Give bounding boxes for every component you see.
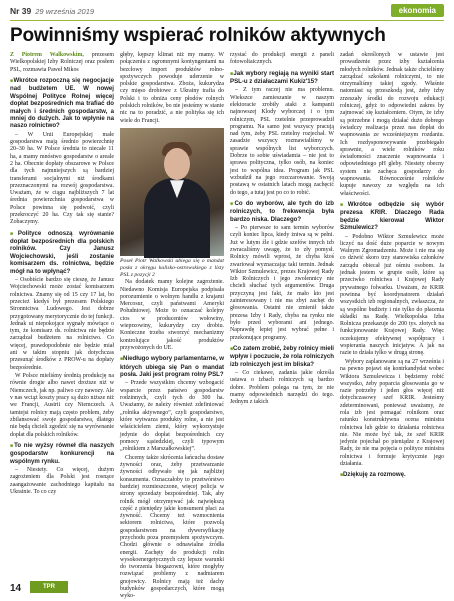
answer: Wybory zaplanowane są na 27 września i na pewno pojawi się kontrkandydat wobec Wiktora Szmulewicza i będziemy robić wszystko, żeby poparcia głosowania go w razie potrzeby i jeden głos więcej niż dotychczasowy szef KRIR. Jesteśmy zdeterminowani, ponieważ uważamy, że rola izb jest pomagać rolnikom oraz ratunku konstruktywna ocena ministra rolnictwa lub gdzie to działania rolnictwa nie. Nie może być tak, że szef KRIR jedynie pojechał po pieniądze z Krajowej Rady, że nie ma pojęcia o polityce ministra rolnictwa i formuje krytycznie jego działania. <box>340 358 444 468</box>
section-tag: ekonomia <box>391 4 444 17</box>
issue-date: 29 września 2019 <box>35 7 95 16</box>
photo-caption: Poseł Piotr Walkowski ubiega się o mandat posła z okręgu kalisko-ostrowskiego z listy PSL z pozycji 2 <box>120 258 224 279</box>
answer: – Podobno Wiktor Szmulewicz może liczyć na dość duże poparcie w nowym Walnym Zgromadzeniu. Może i nie ma się co dziwić skoro trzy stanowiska członków zarządu obiecał już ośmiu osobom. Ja jednak jestem w grupie osób, które są przeciwko rolnictwa i Krajowej Rady prywatnego folwarku. Uważam, że KRIR powinna być koordynatorem działań wszystkich izb regionalnych, zwłaszcza, że są wspólne budżety i nie tylko do płacenia składki na Radę. Wielkopolska Izba Rolnicza przekazuje do 200 tys. złotych na funkcjonowanie Krajowej Rady. Więc oczekujemy efektywnej współpracy i wspierania naszych inicjatyw. A jak na razie to działa tylko w drugą stronę. <box>340 233 444 357</box>
page-footer <box>10 576 444 594</box>
answer: Chcemy także skrócenia łańcucha dostaw żywności oraz, żeby przetwarzanie żywności odbywało się jak najbliżej konsumenta. Oznaczałoby to przetwórstwo bardziej rozmieszczone, więcej policja w strony sprzedaży bezpośredniej. Tak, aby rolnik mógł otrzymywać jak największą część z pieniędzy jakie konsument płaci za żywność. Chcemy też wzmocnienia sektorem rolnictwa, które pozwolą gospodarstwom na dywersyfikację przychodu poza przemysłem spożywczym. Chodzi głównie o odnawialne źródła energii. Zachęty do produkcji rolin wysokoenergetycznych czy lepsze warunki do tworzenia biogazowni, które mogłyby rozwiązać problemy z nadmiarem gnojowicy. Rolnicy mają też dachy budynków gospodarczych, które mogą wyko- <box>120 454 224 600</box>
question: ■ Co do wyborów, ale tych do izb rolniczych, to frekwencja była bardzo niska. Dlaczego? <box>230 200 334 223</box>
answer: – Przede wszystkim chcemy wzbogacić wsparcie przez państwo gospodarstw rodzinnych, czyli tych do 300 ha. Uważamy, że należy również zdefiniować „rolnika aktywnego”, czyli gospodarstwo, które wytwarza produkty rolne, a nie jest właścicielem ziemi, który wykorzystuje jedynie do dopłat bezpośrednich czy pomocy sąsiedzkiej, czyli typowym „rolnikiem z Marszałkowskiej”. <box>120 380 224 453</box>
paragraph: zadań określonych w ustawie jest prowadzenie przez izby kształcenia młodych rolników. Jednak także chcieliśmy zarządzać szkołami rolniczymi, to nie otrzymaliśmy takiej zgody. Właśnie natomiast są przeszkodą jest, żeby izby zrzeszały środki do rozwoju edukacji rolniczej, gdyż to odpowiedni zakres by zajmować się kształceniem. Otym, że izby są potrzebne i mogą działać dużo dobrego świadczy realizacja przez nas dopłat do wapnowania ze wcześniejszym rozdaniu. Ich rozdysponowywanie przebiegało sprawnie, a wiele rolników roku świadomości znaczenie wapnowania i odpowiedniego pH gleby. Niestety obecny system nie zachęca gospodarzy do wapnowania. Równocześnie rolników kupuje nawozy ze względu na ich właściwości. <box>340 52 444 197</box>
question: ■ Co zatem zrobić, żeby rolnicy mieli wpływ i poczucie, że rola rolniczych izb rolniczych jest im bliska? <box>230 345 334 368</box>
answer: – Osobiście bardzo się cieszę, że Janusz Wojciechowski może zostać komisarzem rolnictwa. Znamy się od 15 czy 17 lat, bo przecież kiedyś był prezesem Polskiego Stronnictwa Ludowego. Jest dobrze przygotowany merytorycznie do tej funkcji. Jednak ui niepokojące sygnały mówiące o tym, że komisarz ds. rolnictwa nie będzie zarządzał budżetem na rolnictwo. Co więcej, prawdopodobnie nie będzie miał ani w takim stopniu jak dotychczas przesunąć środków z PROW-u na dopłaty bezpośrednie. <box>10 277 114 371</box>
answer: – W Unii Europejskiej małe gospodarstwa mają średnio powierzchnię 20–30 ha. W Polsce średnia to niecałe 11 ha, a mamy mnóstwo gospodarstw o areale 2 ha. Obecnie dopłaty obszarowe w Polsce dla tych najmniejszych są bardziej transferami socjalnymi niż środkami przeznaczonymi na rozwój gospodarstwa. Uważam, że w ciągu najbliższych 7 lat średnia powierzchnia gospodarstwa w Polsce powinna się podwoić, czyli przekroczyć 20 ha. Czy tak się stanie? Zobaczymy. <box>10 131 114 226</box>
column-1 <box>10 52 114 572</box>
page-number: 14 <box>10 583 22 594</box>
column-4 <box>340 52 444 572</box>
intro-text: prezesem Wielkopolskiej Izby Rolniczej oraz posłem PSL, rozmawia Paweł Mikos <box>10 52 114 73</box>
portrait-photo <box>120 128 224 256</box>
question: ■ Wkrótce odbędzie się wybór prezesa KRIR. Dlaczego Rada będzie kierował Wiktor Szmulewicz? <box>340 201 444 232</box>
intro-author: Z Piotrem Walkowskim, <box>10 52 84 58</box>
question: ■ Jak wybory regiają na wyniki start PSL-u z działaczami Kukiz'15? <box>230 70 334 86</box>
intro <box>10 52 114 74</box>
answer: – Co ciekawe, zadania jakie określa ustawa o izbach rolniczych są bardzo dobre. Problem polega na tym, że nie mamy odpowiednich narzędzi do tego. Jednym z takich <box>230 370 334 406</box>
publisher-logo: TPR <box>30 581 68 593</box>
answer: – Po pierwsze to sam termin wyborów czyli koniec lipca, kiedy żniwa są w pełni. Już w lutym źle i gdzie szefów innych izb zwracaliśmy uwagę, że to zły pomysł. Rolnicy mówili wprost, że chyba ktoś zwariował wyznaczając taki termin. Jednak Wiktor Szmulewicz, prezes Krajowej Rady Izb Rolniczych i jego zwolennicy nie chcieli słuchać tych argumentów. Druga przyczyną jest fakt, że mało kto jest zainteresowany i nie ma zbyt zachęt do głosowania. Ostatni nie zmienił także prezesa Izby i Rady, chyba na rynku nie było przed wyborami ani jednego. Naprawdę lepiej jest wybrać pełne i przekonujące programy. <box>230 225 334 341</box>
question: ■ To nie wyżsy równeł dla naszych gospodarstw konkurencji na wspólnym rynku. <box>10 442 114 465</box>
question: ■ Polityce odnoszą wyrównanie dopłat bezpośrednich dla polskich rolników. Czy Janusz Wojciechowski, jeśli zostanie komisarzem ds. rolnictwa, będzie mógł na to wpłynąć? <box>10 230 114 275</box>
question: ■ Wkrótce rozpoczną się negocjacje nad budżetem UE. W nowej Wspólnej Polityce Rolnej więcej dopłat bezpośrednich ma trafiać do małych i średnich gospodarstw, a mniej do dużych. Jak to wpłynie na naszo rolnictwo? <box>10 77 114 130</box>
answer: – Z tym raczej nie ma problemu. Wiekszce zamieszanie w naszym elektoracie zrobiły ataki z kampanii najnowszej Klody wyborczej i o tym rolniczym, PSL rzetelnie przeprowadził programu. Na samo jest wszyscy pracują nad tym, żeby PSL rzetelny rozjechał. W zasadzie wszyscy rozmawialiśmy w sprawie wspólnych list wyborczych. Dobrze to sobie uświadamia – nie jest to sprawa polityczna, tylko osób, na koniec jest to wspólna idea. Program jak PSL wzbudził na jego rozczarowanie. Swoją postawą w ostatnich latach mogą zachęcić do tego, a tutaj jest po co to robić. <box>230 87 334 196</box>
answer: W Polsce mieliśmy średnią produkcję na równie drogie albo nawet droższe niż w Niemczech, jak np. paliwo czy nawozy. Ale v nas wciąż koszty pracy są dużo niższe niż we Francji, Austrii czy Niemczech. A tamtejsi rolnicy mają często problem, żeby zbilansować swoje gospodarstwa, dlatego nie będą chcieli zgodzić się na wyrównanie dopłat dla polskich rolników. <box>10 373 114 438</box>
paragraph: rzystać do produkcji energii z paneli fotowoltaicznych. <box>230 52 334 66</box>
issue-number: Nr 39 <box>10 6 32 16</box>
closing-line: ■ Dziękuję za rozmowę. <box>340 471 444 479</box>
column-3 <box>230 52 334 572</box>
page-header <box>10 6 444 21</box>
issue-label <box>10 6 94 16</box>
column-2 <box>120 52 224 600</box>
question: ■ Niedługo wybory parlamentarne, w których ubiega się Pan o mandat posła. Jaki jest program rolny PSL? <box>120 355 224 378</box>
answer: – Niestety. Co więcej, dużym zagrożeniem dla Polski jest rosnące zaangażowanie zachodniego kapitału na Ukrainie. To co czy <box>10 467 114 495</box>
paragraph: Na dodatek mamy kolejne zagrożenie. Niedawno Komisja Europejska podpisała porozumienie o wolnym handlu z krajami Mercosur, czyli państwami Ameryki Południowej. Może to oznaczać kolejny cios w producentów wołowiny, wieprzowiny, kukurydzy czy drobiu. Konieczne trzeba stworzyć mechanizmy kontrolujące jakość produktów przywożonych do UE. <box>120 279 224 351</box>
paragraph: głęby, kępszy klimat niż my mamy. W połączeniu z ogromnymi kontyngentami na bezcłowy import produktów rolno-spożywczych powoduje uderzenie w polskie gospodarstwa. Zboża, kukurydza czy mięso drobiowe z Ukrainy trafia do Polski i to obniża ceny płodów rolnych polskich rolników, bo nie jesteśmy w stanie nic na to poradzić, a nie polityka się ich wiele do Francji. <box>120 52 224 124</box>
photo-figure <box>120 128 224 279</box>
article-title: Powinniśmy wspierać rolników aktywnych <box>10 25 386 46</box>
